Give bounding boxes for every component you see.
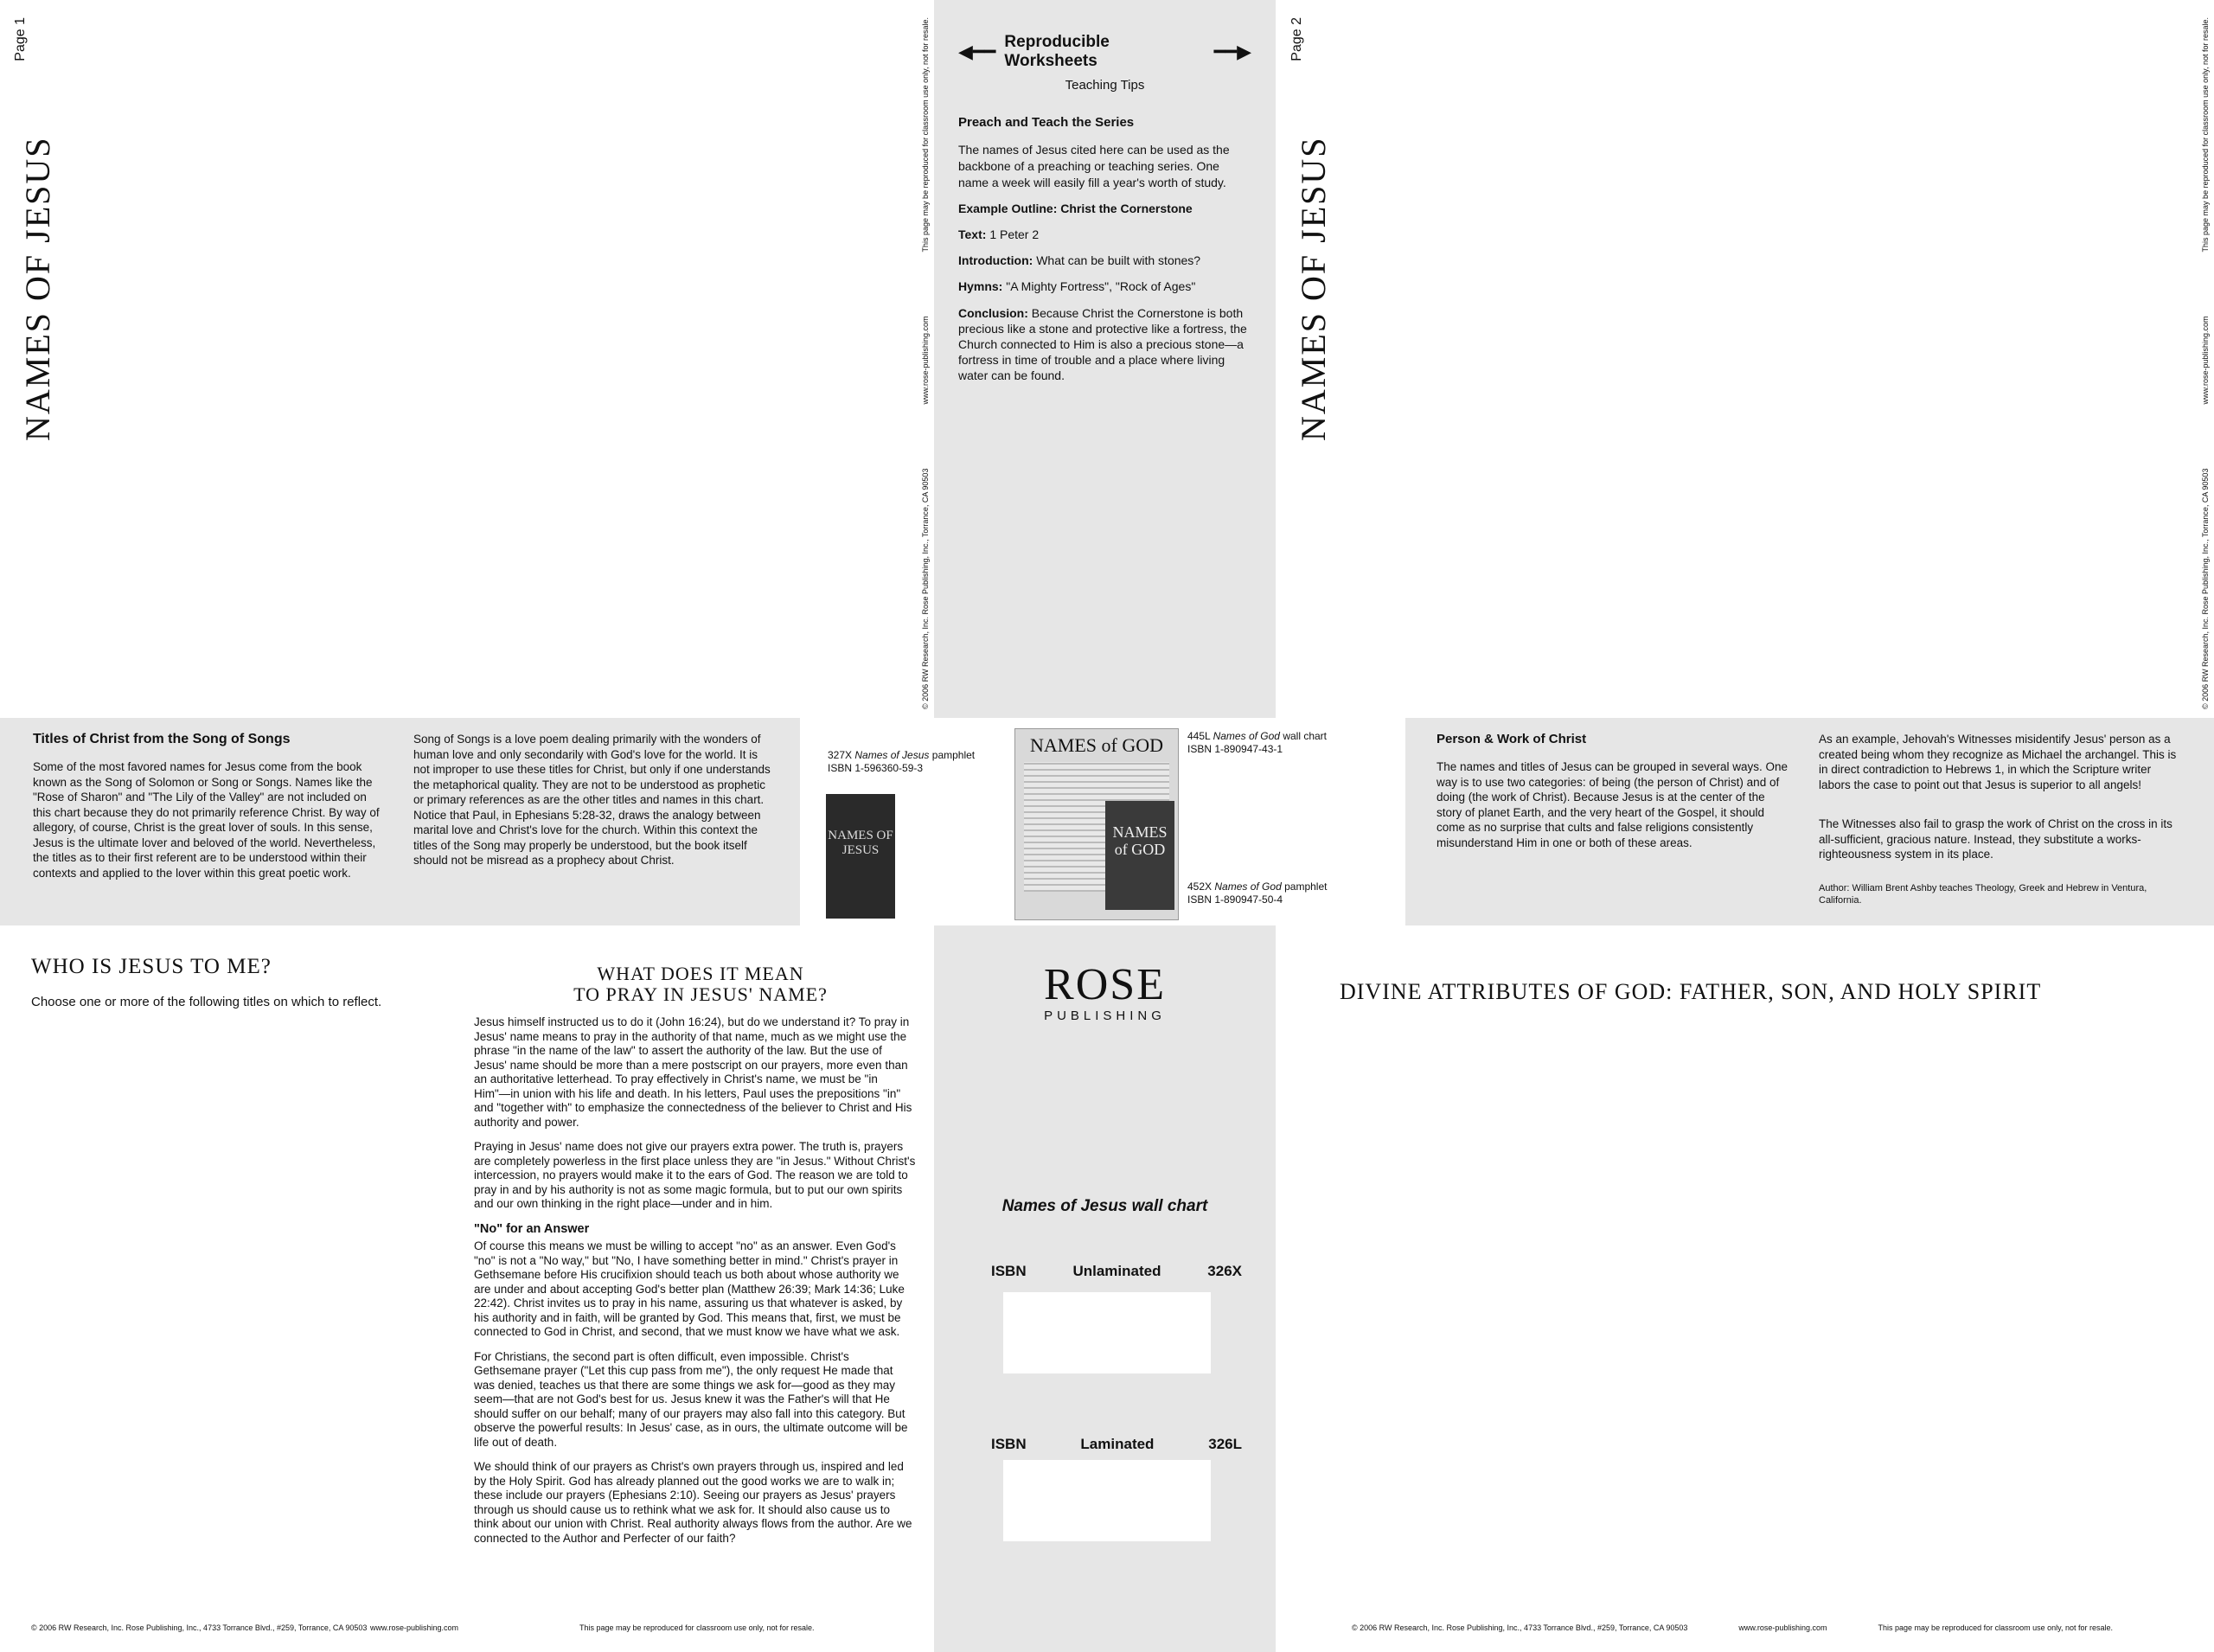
page1-footer-web: www.rose-publishing.com <box>921 316 930 405</box>
conclusion <box>958 305 1251 383</box>
banner-title: Reproducible Worksheets <box>1004 33 1110 70</box>
page1-title: NAMES OF JESUS <box>18 136 57 441</box>
page1-label: Page 1 <box>13 17 28 61</box>
lam-isbn-label: ISBN <box>991 1436 1027 1452</box>
wallchart-type: wall chart <box>1283 730 1327 742</box>
page1-footer <box>920 17 931 709</box>
page2-footer-copyright: © 2006 RW Research, Inc. Rose Publishing, Inc., Torrance, CA 90503 <box>2201 468 2210 709</box>
page2-footer <box>2200 17 2211 709</box>
pray-p1: Jesus himself instructed us to do it (John 16:24), but do we understand it? To pray in Jesus' name means to pray in the authority of that name, much as we might use the phrase "in the name of the law" to assert the authority of the law. But the use of Jesus' name should be more than a mere postscript on our prayers, more even than an authoritative letterhead. To pray effectively in Christ's name, we must be "in Him"—in union with his life and death. In his letters, Paul uses the prepositions "in" and "together with" to emphasize the connectedness of the believer to Christ and His authority and power. <box>474 1015 912 1129</box>
divine-footer-copyright: © 2006 RW Research, Inc. Rose Publishing, Inc., 4733 Torrance Blvd., #259, Torrance, CA 90503 <box>1352 1623 1688 1632</box>
pray-panel <box>467 925 934 1652</box>
teaching-intro: The names of Jesus cited here can be used as the backbone of a preaching or teaching series. One name a week will easily fill a year's worth of study. <box>958 143 1230 189</box>
wallchart-caption <box>1187 730 1395 756</box>
who-footer <box>31 1623 458 1633</box>
page2-footer-rights: This page may be reproduced for classroom use only, not for resale. <box>2201 17 2210 253</box>
pray-title-line1: WHAT DOES IT MEAN <box>597 963 804 984</box>
page1-footer-copyright: © 2006 RW Research, Inc. Rose Publishing, Inc., Torrance, CA 90503 <box>921 468 930 709</box>
arrow-right-icon: ━━▶ <box>1213 41 1251 62</box>
ngp-code: 452X <box>1187 880 1213 893</box>
pw-col2b: The Witnesses also fail to grasp the work of Christ on the cross in its all-sufficient, gracious nature. Instead, they substitute a works-righteousness system in its place. <box>1819 817 2172 861</box>
divine-footer-web: www.rose-publishing.com <box>1738 1623 1827 1632</box>
pray-p2: Praying in Jesus' name does not give our prayers extra power. The truth is, prayers are completely powerless in the first place unless they are "in Jesus." Without Christ's intercession, no prayers would make it to the ears of God. The reason we are told to pray in and by his authority is not as some magic formula, but to put our own spirits and our own thinking in the right place—under and in him. <box>474 1140 916 1210</box>
rose-logo-sub: PUBLISHING <box>1044 1008 1166 1023</box>
who-footer-web: www.rose-publishing.com <box>369 1623 458 1632</box>
unlam-isbn-box <box>1003 1292 1211 1373</box>
wallchart-image-title: NAMES of GOD <box>1030 734 1163 756</box>
who-instruction: Choose one or more of the following titles on which to reflect. <box>31 995 382 1009</box>
divine-title: DIVINE ATTRIBUTES OF GOD: FATHER, SON, AND HOLY SPIRIT <box>1340 979 2042 1004</box>
pw-col2a: As an example, Jehovah's Witnesses misidentify Jesus' person as a created being whom they recognize as Michael the archangel. This is in direct contradiction to Hebrews 1, in which the Scripture writer labors the case to point out that Jesus is superior to all angels! <box>1819 733 2177 791</box>
page1-rotated <box>9 0 934 718</box>
text-label: Text: <box>958 227 987 241</box>
lam-isbn-box <box>1003 1460 1211 1541</box>
intro-label: Introduction: <box>958 253 1033 267</box>
wallchart-name: Names of God <box>1213 730 1280 742</box>
conclusion-text: Because Christ the Cornerstone is both precious like a stone and protective like a fortress, the Church connected to Him is also a precious stone—a fortress in time of trouble and a place where living water can be found. <box>958 306 1247 382</box>
page2-label: Page 2 <box>1289 17 1304 61</box>
pray-p5: We should think of our prayers as Christ's own prayers through us, inspired and led by the Holy Spirit. God has already planned out the good works we are to walk in; these include our prayers (Ephesians 2:10). Seeing our prayers as Jesus' prayers through us should cause us to rethink what we ask for. It should also cause us to think about our union with Christ. Real authority always flows from the author. Are we connected to the Author and Perfecter of our faith? <box>474 1460 912 1545</box>
lam-code: 326L <box>1208 1436 1242 1452</box>
unlam-isbn-label: ISBN <box>991 1263 1027 1279</box>
intro-line <box>958 253 1251 267</box>
rose-panel <box>934 925 1276 1652</box>
hymns-line <box>958 279 1251 293</box>
example-line <box>958 202 1251 215</box>
divine-footer-rights: This page may be reproduced for classroom use only, not for resale. <box>1878 1623 2113 1632</box>
hymns-label: Hymns: <box>958 279 1003 293</box>
banner <box>958 33 1251 71</box>
unlam-label: Unlaminated <box>1072 1263 1161 1279</box>
hymns-text: "A Mighty Fortress", "Rock of Ages" <box>1006 279 1196 293</box>
page2-rotated <box>1284 0 2214 718</box>
song-col2: Song of Songs is a love poem dealing primarily with the wonders of human love and only secondarily with God's love for the world. It is not improper to use these titles for Christ, but only if one understands the metaphorical quality. They are not to be understood as prophetic or primary references as are the other titles and names in this chart. Notice that Paul, in Ephesians 5:28-32, draws the analogy between marital love and Christ's love for the church. Within this context the titles of the Song may properly be understood, but the book itself should not be misread as a prophecy about Christ. <box>413 733 771 867</box>
teaching-heading: Preach and Teach the Series <box>958 115 1135 130</box>
pw-heading: Person & Work of Christ <box>1437 732 1587 746</box>
who-panel <box>0 925 467 1652</box>
pray-p4: For Christians, the second part is often difficult, even impossible. Christ's Gethsemane prayer ("Let this cup pass from me"), the only request He made that was denied, teaches us that there are some things we ask for—good as they may seem—that are not God's best for us. Jesus knew it was the Father's will that He should suffer on our behalf; many of our prayers may also fall into this category. But observe the powerful results: In Jesus' case, as in ours, the ultimate outcome will be life out of death. <box>474 1349 908 1449</box>
rose-logo: ROSE <box>1044 960 1166 1009</box>
ngp-caption <box>1187 880 1395 906</box>
page2-footer-web: www.rose-publishing.com <box>2201 316 2210 405</box>
pamphlet-isbn: ISBN 1-596360-59-3 <box>828 762 924 774</box>
unlam-row <box>991 1263 1242 1280</box>
who-title: WHO IS JESUS TO ME? <box>31 955 272 978</box>
ngp-cover-image: NAMES of GOD <box>1105 801 1174 910</box>
pamphlet-code: 327X <box>828 749 853 761</box>
pamphlet-cover-image: NAMES OF JESUS <box>826 794 895 919</box>
example-label: Example Outline: <box>958 202 1058 215</box>
ngp-name: Names of God <box>1214 880 1282 893</box>
page2-title: NAMES OF JESUS <box>1294 136 1333 441</box>
example-title: Christ the Cornerstone <box>1060 202 1193 215</box>
pray-subheading: "No" for an Answer <box>474 1221 590 1236</box>
text-line <box>958 227 1251 241</box>
divine-footer <box>1352 1623 2113 1633</box>
lam-label: Laminated <box>1080 1436 1155 1452</box>
divine-panel <box>1276 925 2214 1652</box>
person-work-panel <box>1405 718 2214 925</box>
pray-title <box>467 964 934 1005</box>
text-ref: 1 Peter 2 <box>989 227 1040 241</box>
products-panel <box>800 718 1405 925</box>
song-panel <box>0 718 800 925</box>
who-footer-copyright: © 2006 RW Research, Inc. Rose Publishing, Inc., 4733 Torrance Blvd., #259, Torrance, CA 90503 <box>31 1623 368 1632</box>
arrow-left-icon: ◀━━ <box>958 41 996 62</box>
page1-panel <box>0 0 934 718</box>
wallchart-isbn: ISBN 1-890947-43-1 <box>1187 743 1283 755</box>
unlam-code: 326X <box>1207 1263 1242 1279</box>
teaching-panel <box>934 0 1276 718</box>
pw-author: Author: William Brent Ashby teaches Theology, Greek and Hebrew in Ventura, California. <box>1819 883 2147 906</box>
wallchart-code: 445L <box>1187 730 1211 742</box>
pray-body <box>474 1015 917 1546</box>
wallchart-heading: Names of Jesus wall chart <box>1001 1197 1208 1215</box>
pray-title-line2: TO PRAY IN JESUS' NAME? <box>573 983 828 1005</box>
teaching-subtitle: Teaching Tips <box>1065 78 1145 93</box>
page1-footer-rights: This page may be reproduced for classroom use only, not for resale. <box>921 17 930 253</box>
intro-question: What can be built with stones? <box>1036 253 1201 267</box>
ngp-type: pamphlet <box>1284 880 1328 893</box>
pray-footer: This page may be reproduced for classroom use only, not for resale. <box>579 1623 815 1632</box>
pray-p3: Of course this means we must be willing to accept "no" as an answer. Even God's "no" is not a "No way," but "No, I have something better in mind." Christ's prayer in Gethsemane before His crucifixion should teach us both about whose authority we are under and about accepting God's better plan (Matthew 26:39; Mark 14:36; Luke 22:42). Christ invites us to pray in his name, assuring us that whatever is asked, by his authority and in faith, will be granted by God. This means that, first, we must be connected to God in Christ, and second, that we must know we have what we ask. <box>474 1239 905 1338</box>
pamphlet-name: Names of Jesus <box>854 749 930 761</box>
song-heading: Titles of Christ from the Song of Songs <box>33 732 291 746</box>
song-col1: Some of the most favored names for Jesus come from the book known as the Song of Solomon or Song or Songs. Names like the "Rose of Sharon" and "The Lily of the Valley" are not included on this chart because they do not primarily reference Christ. By way of allegory, of course, Christ is the great lover of souls. In this sense, Jesus is the ultimate lover and beloved of the world. Nevertheless, the titles as to their first referent are to be understood within their contexts and applied to the lover within this great poetic work. <box>33 760 380 880</box>
pamphlet-type: pamphlet <box>931 749 976 761</box>
ngp-isbn: ISBN 1-890947-50-4 <box>1187 893 1283 906</box>
conclusion-label: Conclusion: <box>958 306 1028 320</box>
pw-col1: The names and titles of Jesus can be grouped in several ways. One way is to use two categories: of being (the person of Christ) and of doing (the work of Christ). Because Jesus is at the center of the story of planet Earth, and the very heart of the Gospel, it should come as no surprise that cults and false religions consistently misunderstand Him in one or both of these areas. <box>1437 760 1788 849</box>
pamphlet-caption <box>828 749 983 775</box>
lam-row <box>991 1436 1242 1453</box>
page2-panel <box>1276 0 2214 718</box>
